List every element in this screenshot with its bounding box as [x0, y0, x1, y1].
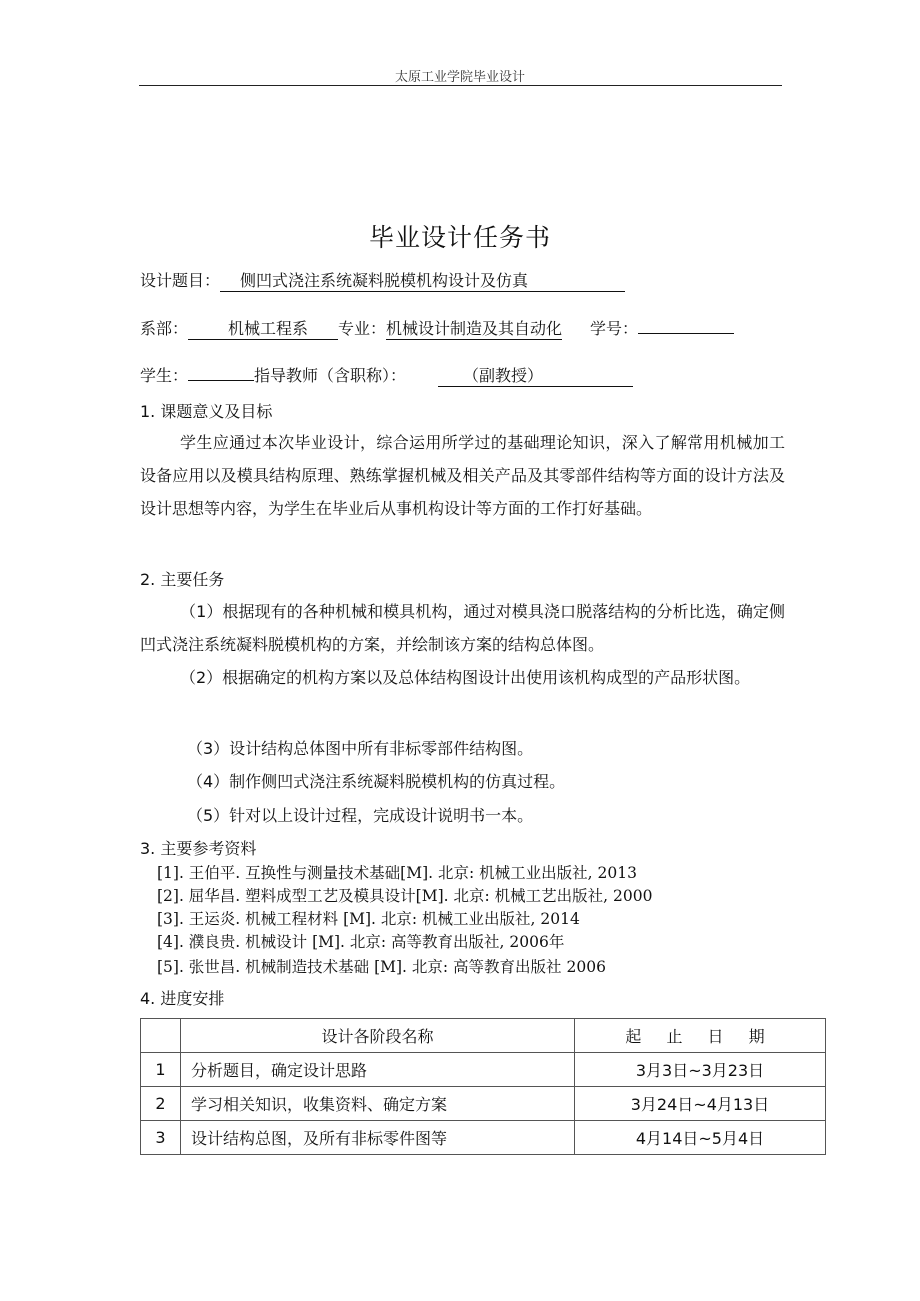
advisor-label: 指导教师（含职称）： — [254, 366, 407, 385]
student-label: 学生： — [140, 366, 189, 385]
task-item: （2）根据确定的机构方案以及总体结构图设计出使用该机构成型的产品形状图。 — [180, 668, 751, 687]
student-value — [188, 380, 254, 381]
row-number: 3 — [141, 1121, 181, 1155]
section-4-title: 4. 进度安排 — [140, 989, 225, 1008]
table-row — [141, 1121, 826, 1155]
document-title: 毕业设计任务书 — [368, 223, 551, 252]
stage-name: 设计结构总图，及所有非标零件图等 — [181, 1121, 575, 1155]
reference-item: [2]. 屈华昌. 塑料成型工艺及模具设计[M]. 北京: 机械工艺出版社, 2000 — [157, 887, 653, 905]
stage-dates: 3月24日~4月13日 — [575, 1087, 826, 1121]
section-1-title: 1. 课题意义及目标 — [140, 402, 273, 421]
task-item: （3）设计结构总体图中所有非标零部件结构图。 — [187, 739, 534, 758]
major-value: 机械设计制造及其自动化 — [386, 319, 563, 338]
topic-line — [140, 268, 625, 292]
page-header: 太原工业学院毕业设计 — [394, 70, 525, 85]
stage-dates: 3月3日~3月23日 — [575, 1053, 826, 1087]
major-label: 专业： — [338, 319, 387, 338]
topic-value: 侧凹式浇注系统凝料脱模机构设计及仿真 — [220, 271, 625, 292]
student-no-label: 学号： — [590, 319, 639, 338]
topic-label: 设计题目： — [140, 271, 221, 290]
section-2-title: 2. 主要任务 — [140, 570, 225, 589]
reference-item: [4]. 濮良贵. 机械设计 [M]. 北京: 高等教育出版社, 2006年 — [157, 933, 565, 951]
task-item: （4）制作侧凹式浇注系统凝料脱模机构的仿真过程。 — [187, 772, 566, 791]
task-item: （5）针对以上设计过程，完成设计说明书一本。 — [187, 806, 534, 825]
stage-name: 学习相关知识，收集资料、确定方案 — [181, 1087, 575, 1121]
student-no-value — [638, 333, 734, 334]
reference-item: [1]. 王伯平. 互换性与测量技术基础[M]. 北京: 机械工业出版社, 2013 — [157, 864, 637, 882]
student-line — [140, 363, 633, 387]
row-number: 2 — [141, 1087, 181, 1121]
advisor-value: （副教授） — [438, 366, 633, 387]
dept-line — [140, 316, 734, 340]
header-cell: 起 止 日 期 — [575, 1019, 826, 1053]
section-3-title: 3. 主要参考资料 — [140, 839, 257, 858]
header-cell: 设计各阶段名称 — [181, 1019, 575, 1053]
stage-dates: 4月14日~5月4日 — [575, 1121, 826, 1155]
dept-value: 机械工程系 — [188, 319, 338, 340]
header-cell — [141, 1019, 181, 1053]
reference-item: [5]. 张世昌. 机械制造技术基础 [M]. 北京: 高等教育出版社 2006 — [157, 958, 606, 976]
stage-name: 分析题目，确定设计思路 — [181, 1053, 575, 1087]
table-header-row — [141, 1019, 826, 1053]
row-number: 1 — [141, 1053, 181, 1087]
schedule-table — [140, 1018, 826, 1155]
section-1-text: 学生应通过本次毕业设计，综合运用所学过的基础理论知识，深入了解常用机械加工设备应用以及模具结构原理、熟练掌握机械及相关产品及其零部件结构等方面的设计方法及设计思想等内容，为学生在毕业后从事机构设计等方面的工作打好基础。 — [140, 433, 785, 518]
dept-label: 系部： — [140, 319, 189, 338]
header-divider — [139, 85, 782, 86]
table-row — [141, 1087, 826, 1121]
table-row — [141, 1053, 826, 1087]
task-item: （1）根据现有的各种机械和模具机构，通过对模具浇口脱落结构的分析比选，确定侧凹式浇注系统凝料脱模机构的方案，并绘制该方案的结构总体图。 — [140, 602, 785, 654]
reference-item: [3]. 王运炎. 机械工程材料 [M]. 北京: 机械工业出版社, 2014 — [157, 910, 580, 928]
